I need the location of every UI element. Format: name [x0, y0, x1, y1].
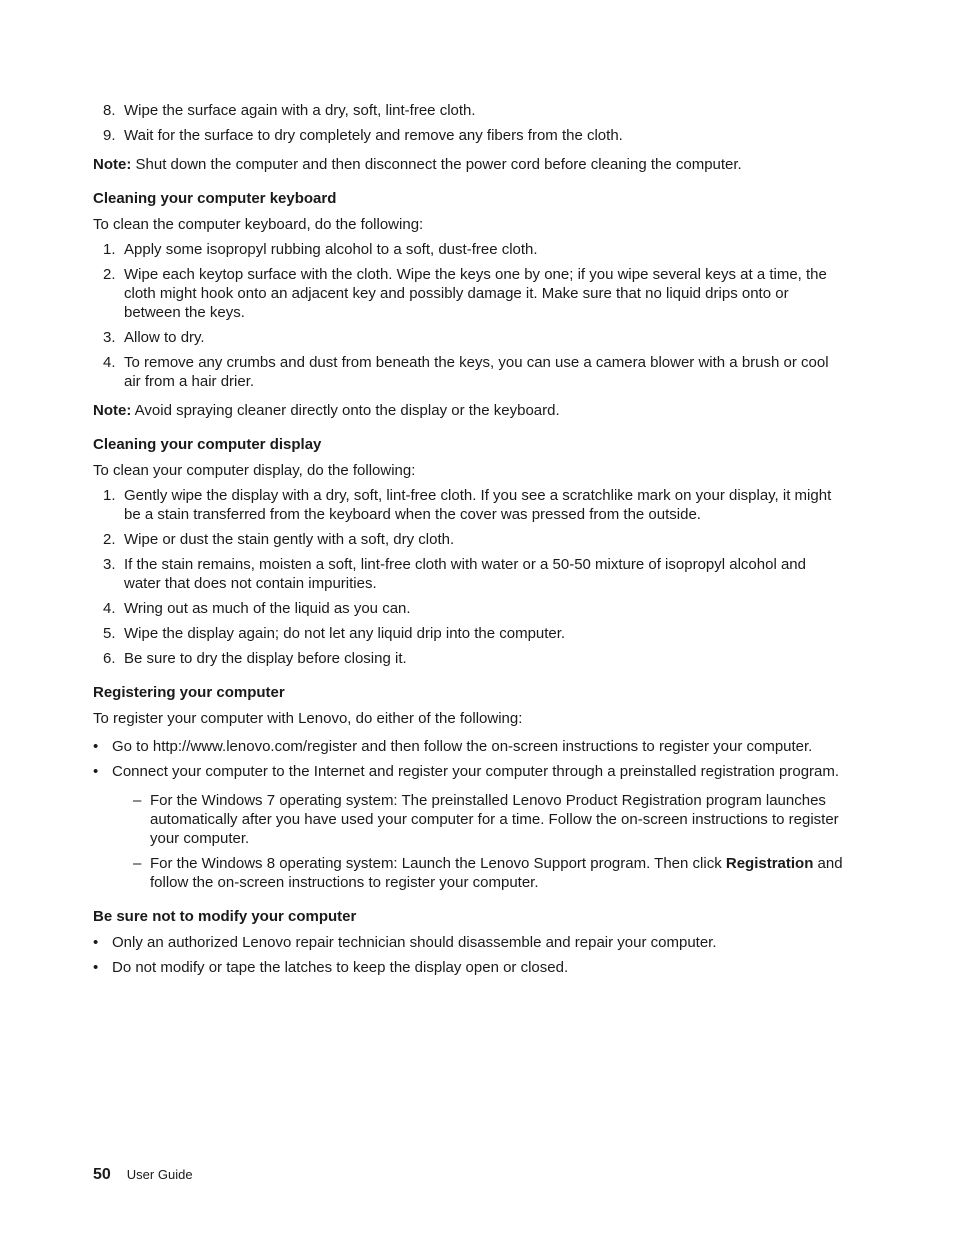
heading-do-not-modify: Be sure not to modify your computer — [93, 908, 357, 925]
list-item: 6. Be sure to dry the display before closing it. — [103, 650, 407, 667]
modify-bullets-list — [93, 933, 845, 977]
page-footer — [93, 1165, 193, 1184]
keyboard-intro: To clean the computer keyboard, do the following: — [93, 216, 424, 233]
list-item: 2. Wipe or dust the stain gently with a soft, dry cloth. — [103, 531, 455, 548]
list-item: 2. Wipe each keytop surface with the cloth. Wipe the keys one by one; if you wipe several keys at a time, the cloth might hook onto an adjacent key and possibly damage it. Make sure that no liquid drips onto or between the keys. — [103, 266, 827, 321]
list-item: 1. Gently wipe the display with a dry, soft, lint-free cloth. If you see a scratchlike mark on your display, it might be a stain transferred from the keyboard when the cover was pressed from the outside. — [103, 487, 832, 523]
list-item: 4. Wring out as much of the liquid as you can. — [103, 600, 411, 617]
bullet-marker: • — [93, 738, 99, 755]
register-intro: To register your computer with Lenovo, do either of the following: — [93, 710, 523, 727]
footer-title: User Guide — [126, 1167, 193, 1182]
display-intro: To clean your computer display, do the following: — [93, 462, 416, 479]
heading-cleaning-display: Cleaning your computer display — [93, 436, 322, 453]
bullet-marker: • — [93, 934, 99, 951]
list-item: – For the Windows 8 operating system: Launch the Lenovo Support program. Then click Registration and follow the on-screen instructions to register your computer. — [133, 855, 843, 891]
bullet-marker: • — [93, 763, 99, 780]
dash-marker: – — [133, 792, 142, 809]
list-item: 3. If the stain remains, moisten a soft, lint-free cloth with water or a 50-50 mixture of isopropyl alcohol and water that does not contain impurities. — [103, 556, 806, 592]
continued-steps-list — [93, 101, 845, 145]
list-item: 9. Wait for the surface to dry completely and remove any fibers from the cloth. — [103, 127, 623, 144]
list-item: 1. Apply some isopropyl rubbing alcohol to a soft, dust-free cloth. — [103, 241, 538, 258]
display-steps-list — [93, 486, 845, 668]
dash-marker: – — [133, 855, 142, 872]
page-content — [93, 101, 845, 983]
list-item: • Connect your computer to the Internet and register your computer through a preinstalled registration program. – For the Windows 7 operating system: The preinstalled Lenovo Product Registration program launches automatically after you have used your computer for a time. Follow the on-screen instructions to register your computer. – For the Windows 8 operating system: Launch the Lenovo Support program. Then click Registration and follow the on-screen instructions to register your computer. — [93, 762, 845, 892]
bullet-marker: • — [93, 959, 99, 976]
list-item: 4. To remove any crumbs and dust from beneath the keys, you can use a camera blower with a brush or cool air from a hair drier. — [103, 354, 829, 390]
note-shutdown: Note: Shut down the computer and then disconnect the power cord before cleaning the computer. — [93, 156, 742, 173]
list-item: 5. Wipe the display again; do not let any liquid drip into the computer. — [103, 625, 566, 642]
list-item: • Only an authorized Lenovo repair technician should disassemble and repair your computer. — [93, 934, 717, 951]
list-item: • Do not modify or tape the latches to keep the display open or closed. — [93, 959, 569, 976]
list-item: • Go to http://www.lenovo.com/register and then follow the on-screen instructions to register your computer. — [93, 738, 813, 755]
page-number: 50 — [93, 1166, 111, 1183]
register-sub-list — [112, 791, 845, 892]
list-item: 3. Allow to dry. — [103, 329, 205, 346]
registration-term: Registration — [725, 855, 814, 872]
note-spraying: Note: Avoid spraying cleaner directly onto the display or the keyboard. — [93, 402, 560, 419]
list-item: 8. Wipe the surface again with a dry, soft, lint-free cloth. — [103, 102, 476, 119]
keyboard-steps-list — [93, 240, 845, 391]
list-item: – For the Windows 7 operating system: The preinstalled Lenovo Product Registration program launches automatically after you have used your computer for a time. Follow the on-screen instructions to register your computer. — [133, 792, 839, 847]
heading-registering: Registering your computer — [93, 684, 285, 701]
heading-cleaning-keyboard: Cleaning your computer keyboard — [93, 190, 337, 207]
register-bullets-list — [93, 737, 845, 892]
